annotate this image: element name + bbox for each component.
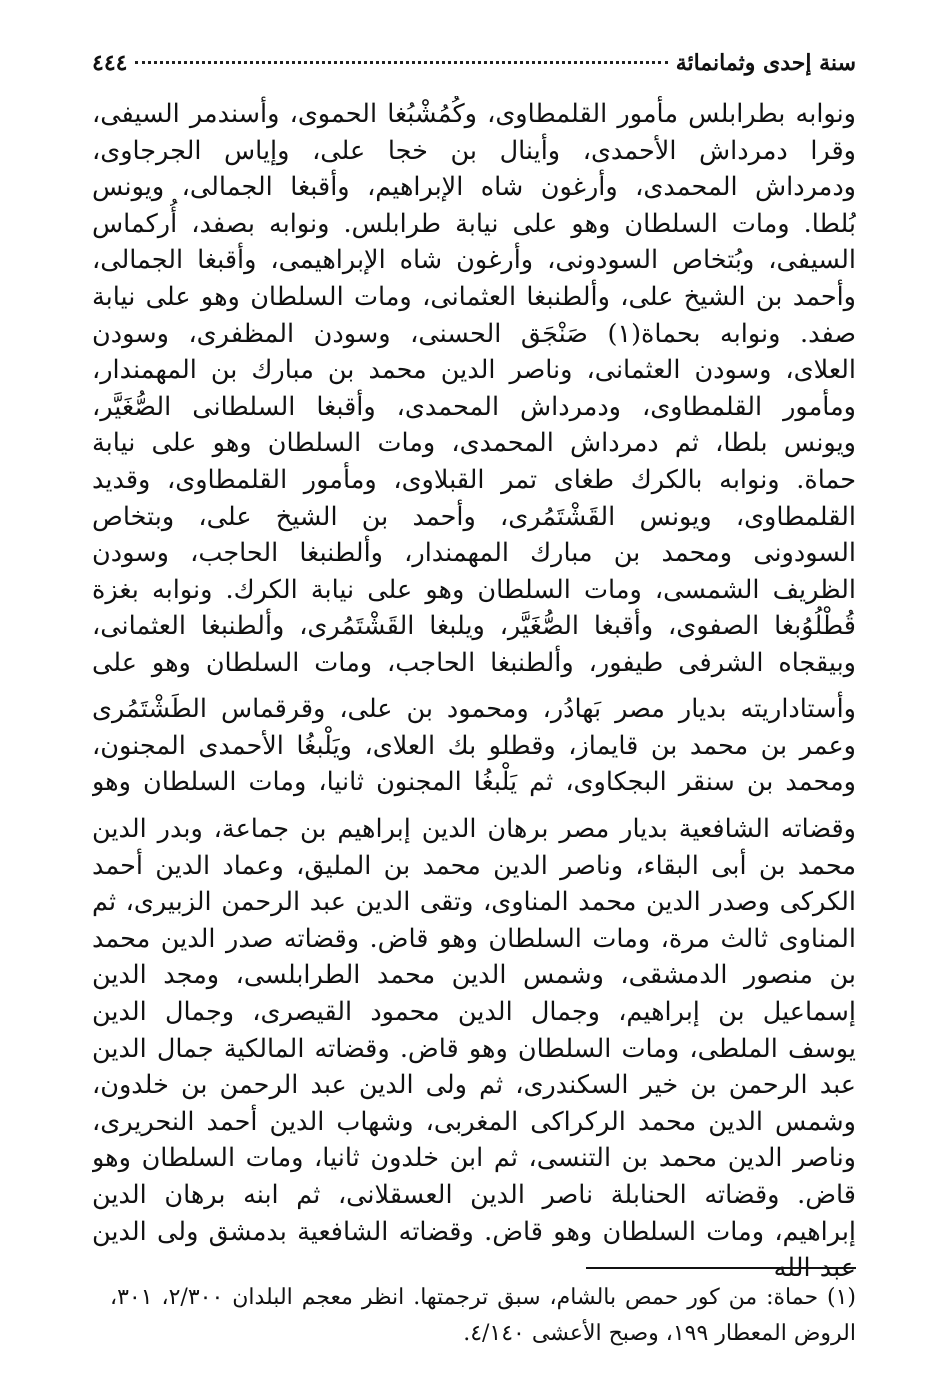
page-number: ٤٤٤ [92, 50, 128, 76]
paragraph-judges: وقضاته الشافعية بديار مصر برهان الدين إبراهيم بن جماعة، وبدر الدين محمد بن أبى البقاء، وناصر الدين محمد بن المليق، وعماد الدين أحمد الكركى وصدر الدين محمد المناوى، وتقى الدين عبد الرحمن الزبيرى، ثم المناوى ثالث مرة، ومات السلطان وهو قاض. وقضاته صدر الدين محمد بن منصور الدمشقى، وشمس الدين محمد الطرابلسى، ومجد الدين إسماعيل بن إبراهيم، وجمال الدين محمود القيصرى، وجمال الدين يوسف الملطى، ومات السلطان وهو قاض. وقضاته المالكية جمال الدين عبد الرحمن بن خير السكندرى، ثم ولى الدين عبد الرحمن بن خلدون، وشمس الدين محمد الركراكى المغربى، وشهاب الدين أحمد النحريرى، وناصر الدين محمد بن التنسى، ثم ابن خلدون ثانيا، ومات السلطان وهو قاض. وقضاته الحنابلة ناصر الدين العسقلانى، ثم ابنه برهان الدين إبراهيم، ومات السلطان وهو قاض. وقضاته الشافعية بدمشق ولى الدين عبد الله [92, 814, 856, 1284]
paragraph-deputies: ونوابه بطرابلس مأمور القلمطاوى، وكُمُشْبُغا الحموى، وأسندمر السيفى، وقرا دمرداش الأحمدى، وأينال بن خجا على، وإياس الجرجاوى، ودمرداش المحمدى، وأرغون شاه الإبراهيم، وأقبغا الجمالى، ويونس بُلطا. ومات السلطان وهو على نيابة طرابلس. ونوابه بصفد، أُركماس السيفى، وبُتخاص السودونى، وأرغون شاه الإبراهيمى، وأقبغا الجمالى، وأحمد بن الشيخ على، وألطنبغا العثمانى، ومات السلطان وهو على نيابة صفد. ونوابه بحماة(١) صَنْجَق الحسنى، وسودن المظفرى، وسودن العلاى، وسودن العثمانى، وناصر الدين محمد بن مبارك بن المهمندار، ومأمور القلمطاوى، ودمرداش المحمدى، وأقبغا السلطانى الصُّغَيَّر، ويونس بلطا، ثم دمرداش المحمدى، ومات السلطان وهو على نيابة حماة. ونوابه بالكرك طغاى تمر القبلاوى، ومأمور القلمطاوى، وقديد القلمطاوى، ويونس القَشْتَمُرى، وأحمد بن الشيخ على، وبتخاص السودونى ومحمد بن مبارك المهمندار، وألطنبغا الحاجب، وسودن الظريف الشمسى، ومات السلطان وهو على نيابة الكرك. ونوابه بغزة قُطْلُوُبغا الصفوى، وأقبغا الصُّغَيَّر، ويلبغا القَشْتَمُرى، وألطنبغا العثمانى، وبيقجاه الشرفى طيفور، وألطنبغا الحاجب، ومات السلطان وهو على [92, 99, 856, 678]
header-dotted-leader [135, 61, 667, 64]
page-header [92, 50, 856, 86]
running-title: سنة إحدى وثمانمائة [675, 50, 856, 76]
footnote-separator [586, 1267, 856, 1269]
footnote: (١) حماة: من كور حمص بالشام، سبق ترجمتها. انظر معجم البلدان ٢/٣٠٠، ٣٠١، الروض المعطار ١٩٩، وصبح الأعشى ٤/١٤٠. [110, 1285, 856, 1346]
paragraph-ustadars: وأستاداريته بديار مصر بَهادُر، ومحمود بن على، وقرقماس الطَشْتَمُرى وعمر بن محمد بن قايماز، وقطلو بك العلاى، ويَلْبغُا الأحمدى المجنون، ومحمد بن سنقر البجكاوى، ثم يَلْبغُا المجنون ثانيا، ومات السلطان وهو [92, 694, 856, 798]
